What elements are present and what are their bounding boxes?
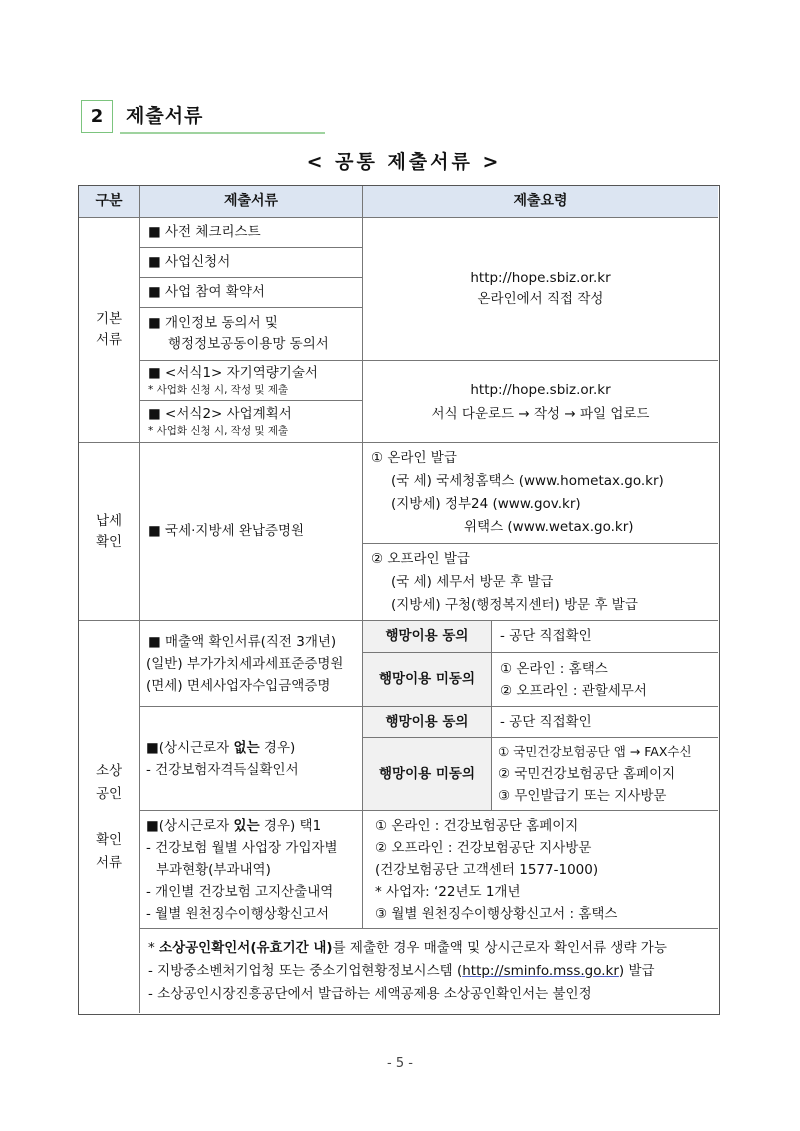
doc-note: * 사업화 신청 시, 작성 및 제출 <box>148 383 289 396</box>
method-text: 서식 다운로드 → 작성 → 파일 업로드 <box>431 405 650 422</box>
doc-note: * 사업화 신청 시, 작성 및 제출 <box>148 424 289 437</box>
section-number-box <box>81 100 113 133</box>
doc-text: - 건강보험 월별 사업장 가입자별 <box>146 839 338 856</box>
small-biz-notes <box>140 929 718 1013</box>
header-documents: 제출서류 <box>140 186 363 218</box>
note-text-part: - 지방중소벤처기업청 또는 중소기업현황정보시스템 ( <box>148 962 463 979</box>
header-method: 제출요령 <box>363 186 718 218</box>
method-text: ② 오프라인 : 관할세무서 <box>500 682 647 699</box>
doc-checklist: ■ 사전 체크리스트 <box>140 218 363 248</box>
category-small-business <box>79 621 140 1013</box>
doc-text: ■ 매출액 확인서류(직전 3개년) <box>148 633 337 650</box>
method-text: 온라인에서 직접 작성 <box>477 291 604 307</box>
hope-sbiz-link[interactable]: http://hope.sbiz.or.kr <box>470 381 611 398</box>
document-title: < 공통 제출서류 > <box>306 151 502 173</box>
section-title: 제출서류 <box>126 105 204 127</box>
doc-text: ■ <서식1> 자기역량기술서 <box>148 364 318 381</box>
header-category: 구분 <box>79 186 140 218</box>
method-text: (국 세) 국세청홈택스 (www.hometax.go.kr) <box>391 473 664 489</box>
doc-text <box>146 815 362 837</box>
doc-with-workers <box>140 811 363 929</box>
method-text: * 사업자: ‘22년도 1개년 <box>375 883 521 900</box>
category-text: 서류 <box>95 854 123 871</box>
doc-text <box>146 737 362 759</box>
hope-sbiz-link[interactable]: http://hope.sbiz.or.kr <box>470 270 611 286</box>
method-text: (국 세) 세무서 방문 후 발급 <box>391 573 554 590</box>
method-text: ① 온라인 : 건강보험공단 홈페이지 <box>375 817 579 834</box>
doc-text-part: ■(상시근로자 <box>146 739 234 756</box>
doc-text-part: 경우) 택1 <box>259 817 322 834</box>
doc-application: ■ 사업신청서 <box>140 248 363 278</box>
category-text: 공인 <box>95 785 123 802</box>
method-online <box>363 218 718 361</box>
method-text: ② 국민건강보험공단 홈페이지 <box>498 766 676 782</box>
doc-text: (일반) 부가가치세과세표준증명원 <box>146 655 344 672</box>
doc-tax-certificate: ■ 국세·지방세 완납증명원 <box>140 443 363 621</box>
sales-agree-label: 행망이용 동의 <box>363 621 492 653</box>
doc-text-part: ■(상시근로자 <box>146 817 234 834</box>
note-text-part: 를 제출한 경우 매출액 및 상시근로자 확인서류 생략 가능 <box>332 939 667 956</box>
doc-sales <box>140 621 363 707</box>
doc-text-part: 경우) <box>259 739 296 756</box>
category-text: 확인 <box>95 831 123 848</box>
doc-text: - 월별 원천징수이행상황신고서 <box>146 905 329 922</box>
sales-disagree-label: 행망이용 미동의 <box>363 653 492 707</box>
category-tax <box>79 443 140 621</box>
category-text: 소상 <box>95 762 123 779</box>
doc-text-emphasis: 있는 <box>233 817 260 834</box>
method-text: ② 오프라인 : 건강보험공단 지사방문 <box>375 839 592 856</box>
method-text: ② 오프라인 발급 <box>371 550 470 567</box>
method-text: 위택스 (www.wetax.go.kr) <box>464 519 634 535</box>
note-text <box>148 960 718 983</box>
doc-text: 행정정보공동이용망 동의서 <box>168 336 329 352</box>
tax-offline <box>363 544 718 621</box>
sales-disagree-value <box>492 653 718 707</box>
doc-form1 <box>140 361 363 401</box>
note-text-part: * <box>148 939 160 956</box>
category-basic <box>79 218 140 443</box>
method-text: ① 온라인 발급 <box>371 450 457 466</box>
workers-agree-value: - 공단 직접확인 <box>492 707 718 738</box>
section-number: 2 <box>90 106 104 127</box>
with-workers-methods <box>363 811 718 929</box>
tax-online <box>363 443 718 544</box>
note-text <box>148 937 718 960</box>
note-text-part: ) 발급 <box>618 962 655 979</box>
category-text: 납세 <box>95 512 123 529</box>
workers-agree-label: 행망이용 동의 <box>363 707 492 738</box>
method-text: ③ 무인발급기 또는 지사방문 <box>498 788 667 804</box>
note-text-emphasis: 소상공인확인서(유효기간 내) <box>159 939 333 956</box>
doc-text: ■ <서식2> 사업계획서 <box>148 405 292 422</box>
doc-text: - 건강보험자격득실확인서 <box>146 761 299 778</box>
method-text: (지방세) 구청(행정복지센터) 방문 후 발급 <box>391 596 638 613</box>
doc-privacy-consent <box>140 308 363 361</box>
category-text: 서류 <box>95 332 123 348</box>
category-text: 확인 <box>95 533 123 550</box>
section-underline <box>120 132 325 134</box>
doc-no-workers <box>140 707 363 811</box>
doc-text: - 개인별 건강보험 고지산출내역 <box>146 883 334 900</box>
method-text: ① 온라인 : 홈택스 <box>500 660 608 677</box>
workers-disagree-label: 행망이용 미동의 <box>363 738 492 811</box>
doc-form2 <box>140 401 363 443</box>
doc-text: 부과현황(부과내역) <box>156 861 271 878</box>
category-text: 기본 <box>95 311 123 327</box>
note-text: - 소상공인시장진흥공단에서 발급하는 세액공제용 소상공인확인서는 불인정 <box>148 985 592 1002</box>
sales-agree-value: - 공단 직접확인 <box>492 621 718 653</box>
workers-disagree-value <box>492 738 718 811</box>
submission-table <box>78 185 720 1015</box>
method-text: ③ 월별 원천징수이행상황신고서 : 홈택스 <box>375 905 618 922</box>
method-download <box>363 361 718 443</box>
method-text: (건강보험공단 고객센터 1577-1000) <box>375 861 599 878</box>
doc-text: ■ 개인정보 동의서 및 <box>148 315 278 331</box>
doc-text: (면세) 면세사업자수입금액증명 <box>146 677 331 694</box>
doc-text-emphasis: 없는 <box>233 739 260 756</box>
method-text: (지방세) 정부24 (www.gov.kr) <box>391 496 581 512</box>
doc-pledge: ■ 사업 참여 확약서 <box>140 278 363 308</box>
sminfo-link[interactable]: http://sminfo.mss.go.kr <box>462 962 619 979</box>
page-number: - 5 - <box>387 1056 413 1071</box>
method-text: ① 국민건강보험공단 앱 → FAX수신 <box>498 744 692 759</box>
